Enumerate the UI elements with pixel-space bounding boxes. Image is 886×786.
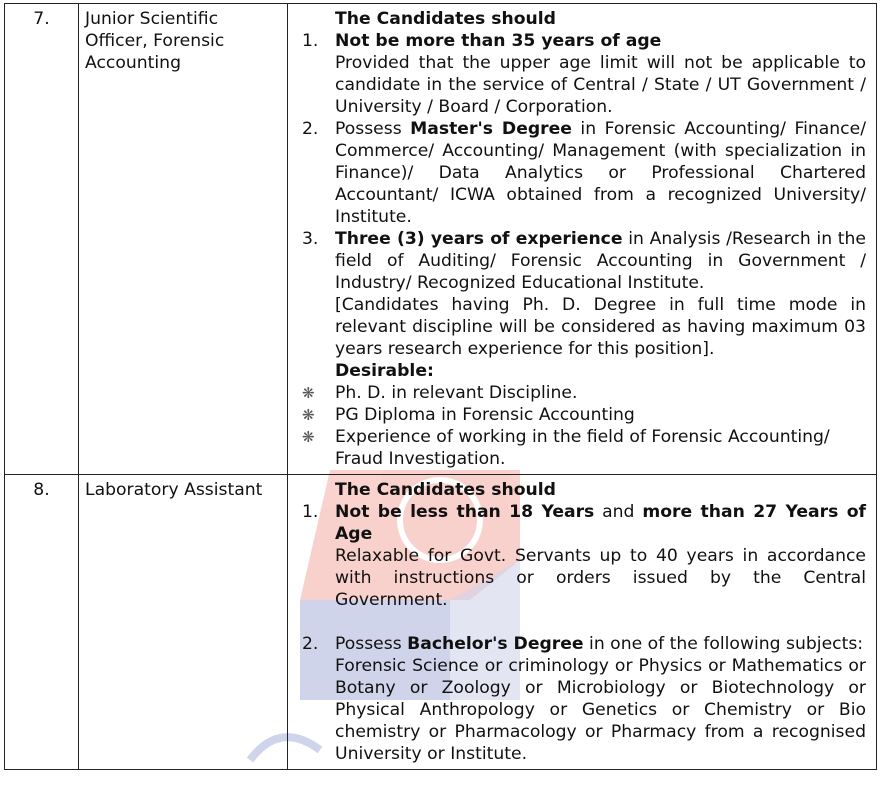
post-name: Junior Scientific Officer, Forensic Accounting bbox=[79, 4, 288, 475]
degree-requirement: Master's Degree bbox=[410, 119, 572, 139]
serial-number: 8. bbox=[5, 475, 79, 770]
requirements-cell bbox=[288, 4, 877, 475]
list-item: 2. Possess Bachelor's Degree in one of the following subjects: bbox=[302, 634, 864, 654]
requirements-heading: The Candidates should bbox=[335, 9, 556, 29]
degree-requirement: Bachelor's Degree bbox=[407, 634, 584, 654]
requirements-heading: The Candidates should bbox=[335, 480, 556, 500]
list-item: ❋ PG Diploma in Forensic Accounting bbox=[302, 405, 635, 425]
min-age-requirement: Not be less than 18 Years bbox=[335, 502, 595, 522]
subject-list: Forensic Science or criminology or Physics or Mathematics or Botany or Zoology or Microbiology or Biotechnology or Physical Anthropology or Genetics or Chemistry or Bio chemistry or Pharmacology or Pharmacy from a recognised University or Institute. bbox=[335, 656, 866, 764]
age-relaxation: Relaxable for Govt. Servants up to 40 years in accordance with instructions or orders issued by the Central Government. bbox=[335, 546, 866, 610]
phd-note: [Candidates having Ph. D. Degree in full time mode in relevant discipline will be considered as having maximum 03 years research experience for this position]. bbox=[335, 295, 866, 359]
table-row bbox=[5, 4, 877, 475]
list-item: ❋ Ph. D. in relevant Discipline. bbox=[302, 383, 578, 403]
list-item: ❋ Experience of working in the field of Forensic Accounting/ Fraud Investigation. bbox=[302, 427, 830, 469]
age-requirement: Not be more than 35 years of age bbox=[335, 31, 662, 51]
list-item: 1. Not be less than 18 Years and more than 27 Years of Age bbox=[302, 502, 866, 544]
list-item: 1. Not be more than 35 years of age bbox=[302, 31, 662, 51]
serial-number: 7. bbox=[5, 4, 79, 475]
asterisk-bullet-icon: ❋ bbox=[302, 428, 315, 446]
list-item: 3. Three (3) years of experience in Analysis /Research in the field of Auditing/ Forensic Accounting in Government / Industry/ Recognized Educational Institute. bbox=[302, 229, 866, 293]
asterisk-bullet-icon: ❋ bbox=[302, 406, 315, 424]
max-age-requirement: more than 27 Years of Age bbox=[335, 502, 866, 544]
eligibility-table bbox=[4, 3, 877, 770]
list-item: 2. Possess Master's Degree in Forensic Accounting/ Finance/ Commerce/ Accounting/ Management (with specialization in Finance)/ Data Analytics or Professional Chartered Accountant/ ICWA obtained from a recognized University/ Institute. bbox=[302, 119, 866, 227]
desirable-heading: Desirable: bbox=[335, 361, 434, 381]
table-row bbox=[5, 475, 877, 770]
experience-requirement: Three (3) years of experience bbox=[335, 229, 623, 249]
requirements-cell bbox=[288, 475, 877, 770]
age-proviso: Provided that the upper age limit will not be applicable to candidate in the service of Central / State / UT Government / University / Board / Corporation. bbox=[335, 53, 866, 117]
post-name: Laboratory Assistant bbox=[79, 475, 288, 770]
asterisk-bullet-icon: ❋ bbox=[302, 384, 315, 402]
